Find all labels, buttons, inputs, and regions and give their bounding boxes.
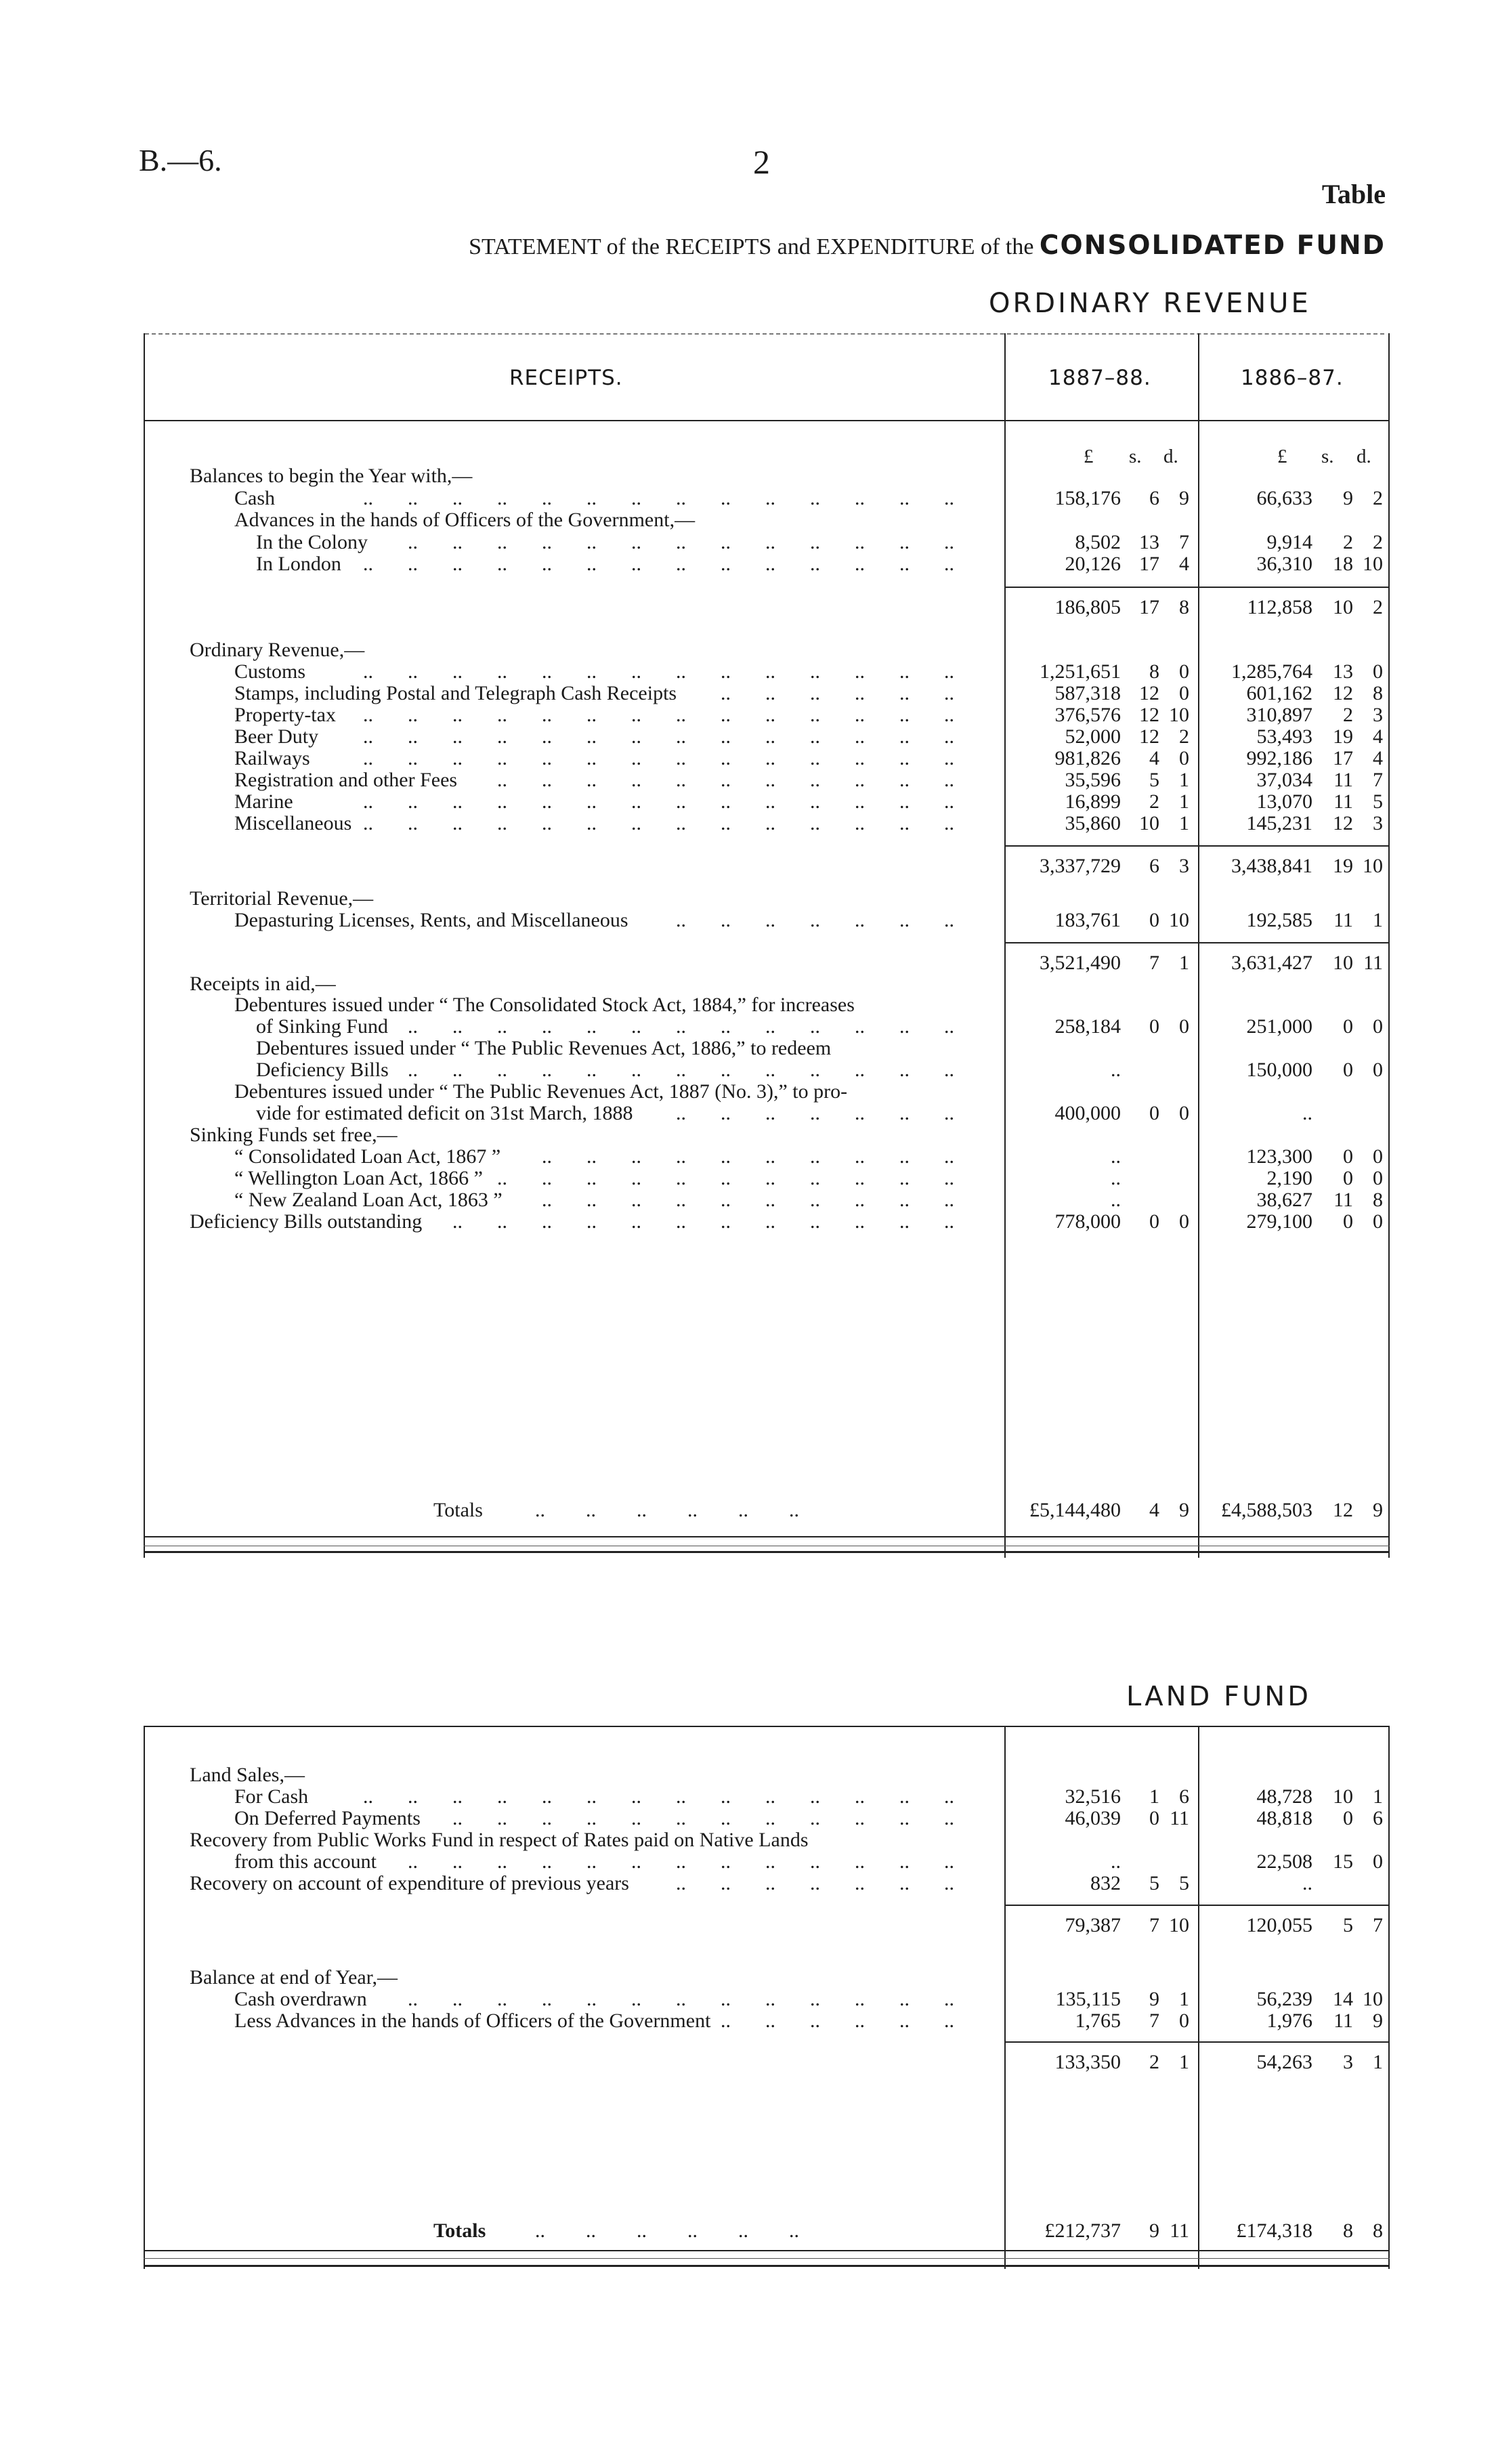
amount-1887-88-pounds: 158,176	[1054, 487, 1121, 509]
row-label: In the Colony	[256, 531, 368, 553]
amount-1887-88-pence: 10	[1169, 704, 1189, 726]
row-label: from this account	[234, 1850, 377, 1873]
amount-1886-87-pence: 0	[1373, 1850, 1383, 1873]
amount-1887-88-shillings: 2	[1149, 2051, 1159, 2073]
amount-1886-87-shillings: 5	[1343, 1914, 1353, 1936]
row-label: Sinking Funds set free,—	[190, 1124, 398, 1146]
leader-dots: .. .. .. .. .. ..	[535, 1499, 799, 1521]
amount-1886-87-pounds: 54,263	[1256, 2051, 1312, 2073]
totals-label: Totals	[433, 1499, 483, 1521]
amount-1886-87-pounds: 112,858	[1247, 596, 1312, 618]
amount-1887-88-pence: 1	[1179, 2051, 1189, 2073]
amount-1886-87-pence: 0	[1373, 1167, 1383, 1189]
amount-1887-88-shillings: 5	[1149, 769, 1159, 791]
amount-1887-88-pence: 2	[1179, 725, 1189, 748]
amount-1886-87-pounds: 251,000	[1246, 1015, 1312, 1038]
amount-1887-88-pounds: 133,350	[1054, 2051, 1121, 2073]
amount-1887-88-pence: 6	[1179, 1785, 1189, 1808]
amount-1887-88-shillings: 13	[1139, 531, 1159, 553]
table-row: In the Colony .. .. .. .. .. .. .. .. .. .. .. .. .. 8,502 13 7 9,914 2 2	[256, 531, 1383, 553]
row-label: Cash overdrawn	[234, 1988, 367, 2010]
amount-1886-87-pence: 0	[1373, 1145, 1383, 1168]
table-row: Miscellaneous .. .. .. .. .. .. .. .. .. .. .. .. .. .. 35,860 10 1 145,231 12 3	[234, 812, 1383, 834]
amount-1886-87-pounds: 145,231	[1246, 812, 1312, 834]
amount-1887-88-pounds: ..	[1111, 1059, 1121, 1081]
amount-1887-88-pounds: ..	[1111, 1850, 1121, 1873]
row-label: Debentures issued under “ The Public Revenues Act, 1887 (No. 3),” to pro-	[234, 1080, 848, 1103]
amount-1886-87-pounds: 13,070	[1256, 790, 1312, 813]
amount-1887-88-pounds: 258,184	[1054, 1015, 1121, 1038]
amount-1886-87-shillings: 0	[1343, 1145, 1353, 1168]
amount-1886-87-shillings: 19	[1333, 725, 1353, 748]
table-row: Depasturing Licenses, Rents, and Miscellaneous .. .. .. .. .. .. .. 183,761 0 10 192,585 11 1	[234, 909, 1383, 931]
amount-1887-88-shillings: 4	[1149, 747, 1159, 769]
row-label: Ordinary Revenue,—	[190, 639, 365, 661]
amount-1886-87-pence: 3	[1373, 812, 1383, 834]
row-label: Beer Duty	[234, 725, 319, 748]
amount-1887-88-pence: 8	[1179, 596, 1189, 618]
amount-1887-88-pounds: 400,000	[1054, 1102, 1121, 1124]
row-label: “ New Zealand Loan Act, 1863 ”	[234, 1189, 503, 1211]
subtotal-row	[0, 2051, 1496, 2074]
subtotal-rule	[1004, 1905, 1390, 1906]
amount-1887-88-pounds: 186,805	[1054, 596, 1121, 618]
row-label: Debentures issued under “ The Public Revenues Act, 1886,” to redeem	[256, 1037, 832, 1059]
column-header-1887-88: 1887–88.	[1048, 366, 1151, 390]
table-row: Customs .. .. .. .. .. .. .. .. .. .. .. .. .. .. 1,251,651 8 0 1,285,764 13 0	[234, 660, 1383, 683]
table-row: “ Consolidated Loan Act, 1867 ” .. .. .. .. .. .. .. .. .. .. .. 123,300 0 0	[234, 1145, 1383, 1168]
row-label: Cash	[234, 487, 275, 509]
amount-1886-87-pounds: 601,162	[1246, 682, 1312, 704]
amount-1886-87-pence: 0	[1373, 660, 1383, 683]
table-label: Table	[1321, 179, 1386, 209]
amount-1886-87-pounds: 56,239	[1256, 1988, 1312, 2010]
amount-1886-87-shillings: 10	[1333, 596, 1353, 618]
unit-pence-1886: d.	[1356, 446, 1371, 467]
leader-dots: .. .. .. .. .. ..	[535, 2219, 799, 2242]
amount-1886-87-pounds: 38,627	[1256, 1189, 1312, 1211]
amount-1886-87-pence: 11	[1363, 952, 1383, 974]
amount-1886-87-pence: 7	[1373, 1914, 1383, 1936]
amount-1886-87-pounds: 1,285,764	[1231, 660, 1312, 683]
amount-1887-88-pence: 1	[1179, 952, 1189, 974]
amount-1887-88-pounds: ..	[1111, 1189, 1121, 1211]
table-row	[0, 887, 1496, 910]
table-row: vide for estimated deficit on 31st March, 1888 .. .. .. .. .. .. .. 400,000 0 0 ..	[256, 1102, 1312, 1124]
amount-1886-87-pounds: 2,190	[1266, 1167, 1312, 1189]
amount-1887-88-shillings: 2	[1149, 790, 1159, 813]
statement-heading	[469, 230, 1386, 261]
column-header-receipts: RECEIPTS.	[509, 366, 623, 390]
amount-1886-87-pounds: ..	[1302, 1872, 1312, 1894]
amount-1886-87-pence: 9	[1373, 2010, 1383, 2032]
subtotal-row	[0, 1914, 1496, 1937]
amount-1887-88-pounds: 3,337,729	[1040, 855, 1121, 877]
row-label: Land Sales,—	[190, 1764, 305, 1786]
amount-1886-87-shillings: 17	[1333, 747, 1353, 769]
land-fund-title: LAND FUND	[1126, 1681, 1312, 1712]
row-label: vide for estimated deficit on 31st March, 1888	[256, 1102, 633, 1124]
unit-shilling-1887: s.	[1129, 446, 1142, 467]
amount-1887-88-pounds: 135,115	[1055, 1988, 1121, 2010]
amount-1886-87-shillings: 11	[1333, 769, 1353, 791]
row-label: Property-tax	[234, 704, 336, 726]
table-row	[0, 465, 1496, 488]
row-label: Marine	[234, 790, 293, 813]
amount-1886-87-shillings: 10	[1333, 1785, 1353, 1808]
amount-1886-87-pounds: 310,897	[1246, 704, 1312, 726]
amount-1887-88-shillings: 0	[1149, 1102, 1159, 1124]
row-label: Deficiency Bills outstanding	[190, 1210, 423, 1233]
table-row: Deficiency Bills .. .. .. .. .. .. .. .. .. .. .. .. .. .. 150,000 0 0	[256, 1059, 1383, 1081]
amount-1887-88-shillings: 12	[1139, 682, 1159, 704]
amount-1886-87-pence: 7	[1373, 769, 1383, 791]
amount-1887-88-pence: 7	[1179, 531, 1189, 553]
amount-1887-88-pence: 0	[1179, 2010, 1189, 2032]
amount-1887-88-pounds: 1,765	[1075, 2010, 1121, 2032]
amount-1886-87-pence: 0	[1373, 1015, 1383, 1038]
amount-1887-88-pounds: 46,039	[1065, 1807, 1121, 1829]
amount-1886-87-pence: 6	[1373, 1807, 1383, 1829]
totals-label: Totals	[433, 2219, 486, 2242]
table-row	[0, 994, 1496, 1017]
amount-1886-87-pence: 2	[1373, 531, 1383, 553]
table-row: Cash overdrawn .. .. .. .. .. .. .. .. .. .. .. .. .. 135,115 9 1 56,239 14 10	[234, 1988, 1383, 2010]
table-row: “ Wellington Loan Act, 1866 ” .. .. .. .. .. .. .. .. .. .. .. .. 2,190 0 0	[234, 1167, 1383, 1189]
amount-1886-87-pounds: 53,493	[1256, 725, 1312, 748]
document-code: B.—6.	[139, 143, 222, 177]
table-row: Beer Duty .. .. .. .. .. .. .. .. .. .. .. .. .. .. 52,000 12 2 53,493 19 4	[234, 725, 1383, 748]
amount-1886-87-pounds: 22,508	[1256, 1850, 1312, 1873]
amount-1886-87-shillings: 15	[1333, 1850, 1353, 1873]
statement-prefix: STATEMENT of the RECEIPTS and EXPENDITURE of the	[469, 234, 1034, 259]
amount-1887-88-pence: 0	[1179, 1015, 1189, 1038]
amount-1887-88-shillings: 0	[1149, 909, 1159, 931]
amount-1887-88-pounds: 587,318	[1054, 682, 1121, 704]
amount-1886-87-shillings: 11	[1333, 1189, 1353, 1211]
amount-1886-87-shillings: 11	[1333, 790, 1353, 813]
row-label: Advances in the hands of Officers of the Government,—	[234, 509, 696, 531]
total-1886-87-pence: 8	[1373, 2219, 1383, 2242]
amount-1887-88-shillings: 12	[1139, 725, 1159, 748]
amount-1886-87-shillings: 0	[1343, 1015, 1353, 1038]
table-row	[0, 1966, 1496, 1989]
amount-1887-88-pence: 1	[1179, 1988, 1189, 2010]
table-row: from this account .. .. .. .. .. .. .. .. .. .. .. .. .. .. 22,508 15 0	[234, 1850, 1383, 1873]
table-row: Cash .. .. .. .. .. .. .. .. .. .. .. .. .. .. 158,176 6 9 66,633 9 2	[234, 487, 1383, 509]
amount-1887-88-pounds: 832	[1090, 1872, 1121, 1894]
amount-1886-87-shillings: 0	[1343, 1210, 1353, 1233]
total-1887-88-pence: 11	[1170, 2219, 1189, 2242]
row-label: Depasturing Licenses, Rents, and Miscellaneous	[234, 909, 628, 931]
amount-1887-88-shillings: 0	[1149, 1210, 1159, 1233]
amount-1886-87-shillings: 10	[1333, 952, 1353, 974]
amount-1887-88-pounds: 35,860	[1065, 812, 1121, 834]
row-label: “ Wellington Loan Act, 1866 ”	[234, 1167, 483, 1189]
amount-1887-88-pence: 9	[1179, 487, 1189, 509]
amount-1887-88-shillings: 7	[1149, 2010, 1159, 2032]
row-label: of Sinking Fund	[256, 1015, 389, 1038]
table-row	[0, 1124, 1496, 1147]
amount-1887-88-shillings: 1	[1149, 1785, 1159, 1808]
table-row: In London .. .. .. .. .. .. .. .. .. .. .. .. .. .. 20,126 17 4 36,310 18 10	[256, 553, 1383, 575]
amount-1887-88-pence: 0	[1179, 1210, 1189, 1233]
total-1886-87-pence: 9	[1373, 1499, 1383, 1521]
amount-1887-88-shillings: 0	[1149, 1807, 1159, 1829]
row-label: For Cash	[234, 1785, 309, 1808]
row-label: Miscellaneous	[234, 812, 352, 834]
amount-1886-87-pence: 8	[1373, 1189, 1383, 1211]
amount-1887-88-shillings: 7	[1149, 952, 1159, 974]
amount-1887-88-shillings: 17	[1139, 596, 1159, 618]
row-label: Balances to begin the Year with,—	[190, 465, 473, 487]
amount-1887-88-pence: 0	[1179, 1102, 1189, 1124]
amount-1886-87-pounds: 37,034	[1256, 769, 1312, 791]
amount-1886-87-pounds: 992,186	[1246, 747, 1312, 769]
row-label: Recovery from Public Works Fund in respect of Rates paid on Native Lands	[190, 1829, 809, 1851]
table-row: Marine .. .. .. .. .. .. .. .. .. .. .. .. .. .. 16,899 2 1 13,070 11 5	[234, 790, 1383, 813]
amount-1887-88-pounds: 981,826	[1054, 747, 1121, 769]
amount-1887-88-pounds: 8,502	[1075, 531, 1121, 553]
row-label: In London	[256, 553, 341, 575]
total-1886-87-shillings: 12	[1333, 1499, 1353, 1521]
total-1886-87-pounds: £4,588,503	[1221, 1499, 1312, 1521]
unit-pence-1887: d.	[1163, 446, 1178, 467]
amount-1886-87-pounds: 36,310	[1256, 553, 1312, 575]
amount-1886-87-pounds: 123,300	[1246, 1145, 1312, 1168]
amount-1887-88-pounds: 35,596	[1065, 769, 1121, 791]
amount-1886-87-pounds: 3,438,841	[1231, 855, 1312, 877]
amount-1887-88-pounds: ..	[1111, 1167, 1121, 1189]
row-label: Deficiency Bills	[256, 1059, 389, 1081]
table-row: Property-tax .. .. .. .. .. .. .. .. .. .. .. .. .. .. 376,576 12 10 310,897 2 3	[234, 704, 1383, 726]
amount-1886-87-shillings: 2	[1343, 704, 1353, 726]
total-1887-88-shillings: 9	[1149, 2219, 1159, 2242]
amount-1886-87-pounds: 3,631,427	[1231, 952, 1312, 974]
amount-1887-88-shillings: 10	[1139, 812, 1159, 834]
amount-1887-88-pence: 10	[1169, 1914, 1189, 1936]
table-row: Recovery on account of expenditure of previous years .. .. .. .. .. .. .. 832 5 5 ..	[190, 1872, 1312, 1894]
table-row: Less Advances in the hands of Officers of the Government .. .. .. .. .. .. 1,765 7 0 1,976 11 9	[234, 2010, 1383, 2032]
row-label: “ Consolidated Loan Act, 1867 ”	[234, 1145, 501, 1168]
amount-1886-87-pence: 2	[1373, 487, 1383, 509]
table-row	[0, 639, 1496, 662]
amount-1887-88-pounds: ..	[1111, 1145, 1121, 1168]
amount-1887-88-pounds: 20,126	[1065, 553, 1121, 575]
ordinary-revenue-title: ORDINARY REVENUE	[989, 288, 1311, 319]
amount-1886-87-pounds: 1,976	[1266, 2010, 1312, 2032]
amount-1887-88-pence: 0	[1179, 682, 1189, 704]
amount-1887-88-shillings: 7	[1149, 1914, 1159, 1936]
amount-1886-87-pounds: 150,000	[1246, 1059, 1312, 1081]
amount-1887-88-shillings: 12	[1139, 704, 1159, 726]
totals-row	[0, 2219, 1496, 2243]
amount-1886-87-pounds: 66,633	[1256, 487, 1312, 509]
table-row: Stamps, including Postal and Telegraph Cash Receipts .. .. .. .. .. .. 587,318 12 0 601,162 12 8	[234, 682, 1383, 704]
amount-1886-87-shillings: 18	[1333, 553, 1353, 575]
amount-1886-87-pence: 10	[1363, 1988, 1383, 2010]
table-row: Registration and other Fees .. .. .. .. .. .. .. .. .. .. .. 35,596 5 1 37,034 11 7	[234, 769, 1383, 791]
row-label: Balance at end of Year,—	[190, 1966, 398, 1989]
table-row: On Deferred Payments .. .. .. .. .. .. .. .. .. .. .. .. 46,039 0 11 48,818 0 6	[234, 1807, 1383, 1829]
amount-1886-87-shillings: 0	[1343, 1059, 1353, 1081]
table-row	[0, 1764, 1496, 1787]
amount-1886-87-shillings: 12	[1333, 812, 1353, 834]
amount-1887-88-pounds: 1,251,651	[1040, 660, 1121, 683]
amount-1887-88-pence: 5	[1179, 1872, 1189, 1894]
amount-1886-87-pence: 2	[1373, 596, 1383, 618]
amount-1886-87-shillings: 2	[1343, 531, 1353, 553]
table-row: “ New Zealand Loan Act, 1863 ” .. .. .. .. .. .. .. .. .. .. .. 38,627 11 8	[234, 1189, 1383, 1211]
table-row: of Sinking Fund .. .. .. .. .. .. .. .. .. .. .. .. .. 258,184 0 0 251,000 0 0	[256, 1015, 1383, 1038]
amount-1886-87-shillings: 0	[1343, 1167, 1353, 1189]
table-row: For Cash .. .. .. .. .. .. .. .. .. .. .. .. .. .. 32,516 1 6 48,728 10 1	[234, 1785, 1383, 1808]
amount-1887-88-shillings: 17	[1139, 553, 1159, 575]
table-row: Deficiency Bills outstanding .. .. .. .. .. .. .. .. .. .. .. .. 778,000 0 0 279,100 0 0	[190, 1210, 1383, 1233]
amount-1886-87-shillings: 11	[1333, 909, 1353, 931]
amount-1886-87-shillings: 9	[1343, 487, 1353, 509]
row-label: Less Advances in the hands of Officers of the Government	[234, 2010, 711, 2032]
amount-1886-87-pounds: 9,914	[1266, 531, 1312, 553]
table-row	[0, 1037, 1496, 1060]
column-header-1886-87: 1886–87.	[1241, 366, 1344, 390]
total-1887-88-pounds: £5,144,480	[1029, 1499, 1121, 1521]
statement-fund-name: CONSOLIDATED FUND	[1039, 230, 1386, 261]
subtotal-rule	[1004, 2041, 1390, 2043]
amount-1886-87-shillings: 13	[1333, 660, 1353, 683]
amount-1887-88-pence: 3	[1179, 855, 1189, 877]
total-1886-87-pounds: £174,318	[1236, 2219, 1312, 2242]
table-row	[0, 509, 1496, 532]
amount-1886-87-pence: 1	[1373, 909, 1383, 931]
amount-1886-87-pence: 4	[1373, 725, 1383, 748]
row-label: Debentures issued under “ The Consolidated Stock Act, 1884,” for increases	[234, 994, 855, 1016]
amount-1887-88-shillings: 6	[1149, 487, 1159, 509]
amount-1886-87-pence: 1	[1373, 2051, 1383, 2073]
amount-1887-88-pence: 1	[1179, 769, 1189, 791]
table-row	[0, 1080, 1496, 1103]
amount-1886-87-shillings: 11	[1333, 2010, 1353, 2032]
amount-1886-87-pence: 5	[1373, 790, 1383, 813]
amount-1886-87-shillings: 12	[1333, 682, 1353, 704]
subtotal-rule	[1004, 587, 1390, 588]
row-label: Customs	[234, 660, 306, 683]
amount-1887-88-pence: 0	[1179, 660, 1189, 683]
table-row: Railways .. .. .. .. .. .. .. .. .. .. .. .. .. .. 981,826 4 0 992,186 17 4	[234, 747, 1383, 769]
amount-1887-88-pence: 4	[1179, 553, 1189, 575]
amount-1887-88-pence: 1	[1179, 812, 1189, 834]
amount-1887-88-pence: 11	[1170, 1807, 1189, 1829]
amount-1886-87-pence: 1	[1373, 1785, 1383, 1808]
amount-1886-87-pounds: 279,100	[1246, 1210, 1312, 1233]
amount-1887-88-pence: 1	[1179, 790, 1189, 813]
amount-1887-88-shillings: 9	[1149, 1988, 1159, 2010]
total-1887-88-shillings: 4	[1149, 1499, 1159, 1521]
row-label: Recovery on account of expenditure of previous years	[190, 1872, 629, 1894]
page-number: 2	[753, 143, 770, 181]
amount-1887-88-shillings: 6	[1149, 855, 1159, 877]
subtotal-row	[0, 855, 1496, 878]
amount-1887-88-pence: 0	[1179, 747, 1189, 769]
row-label: Receipts in aid,—	[190, 973, 336, 995]
amount-1886-87-shillings: 0	[1343, 1807, 1353, 1829]
amount-1886-87-pence: 0	[1373, 1210, 1383, 1233]
amount-1886-87-shillings: 14	[1333, 1988, 1353, 2010]
subtotal-row	[0, 952, 1496, 975]
subtotal-row	[0, 596, 1496, 619]
amount-1887-88-pounds: 3,521,490	[1040, 952, 1121, 974]
row-label: Stamps, including Postal and Telegraph Cash Receipts	[234, 682, 677, 704]
row-label: Railways	[234, 747, 310, 769]
total-1886-87-shillings: 8	[1343, 2219, 1353, 2242]
amount-1887-88-pounds: 16,899	[1065, 790, 1121, 813]
amount-1886-87-pence: 10	[1363, 553, 1383, 575]
table-row	[0, 1829, 1496, 1852]
amount-1886-87-pounds: 120,055	[1246, 1914, 1312, 1936]
unit-pound-1887: £	[1084, 446, 1094, 467]
amount-1886-87-pence: 4	[1373, 747, 1383, 769]
amount-1887-88-pounds: 778,000	[1054, 1210, 1121, 1233]
unit-pound-1886: £	[1277, 446, 1287, 467]
table-row	[0, 973, 1496, 996]
amount-1886-87-shillings: 19	[1333, 855, 1353, 877]
unit-shilling-1886: s.	[1321, 446, 1334, 467]
row-label: Territorial Revenue,—	[190, 887, 374, 910]
amount-1886-87-pounds: 192,585	[1246, 909, 1312, 931]
amount-1887-88-pounds: 32,516	[1065, 1785, 1121, 1808]
total-1887-88-pence: 9	[1179, 1499, 1189, 1521]
subtotal-rule	[1004, 845, 1390, 847]
row-label: Registration and other Fees	[234, 769, 458, 791]
total-1887-88-pounds: £212,737	[1044, 2219, 1121, 2242]
amount-1886-87-pence: 10	[1363, 855, 1383, 877]
totals-row	[0, 1499, 1496, 1522]
amount-1886-87-pence: 0	[1373, 1059, 1383, 1081]
amount-1887-88-pounds: 79,387	[1065, 1914, 1121, 1936]
amount-1887-88-shillings: 5	[1149, 1872, 1159, 1894]
amount-1886-87-pounds: ..	[1302, 1102, 1312, 1124]
amount-1887-88-pounds: 52,000	[1065, 725, 1121, 748]
amount-1887-88-pounds: 376,576	[1054, 704, 1121, 726]
subtotal-rule	[1004, 942, 1390, 943]
amount-1886-87-shillings: 3	[1343, 2051, 1353, 2073]
amount-1887-88-pence: 10	[1169, 909, 1189, 931]
amount-1887-88-shillings: 8	[1149, 660, 1159, 683]
amount-1886-87-pounds: 48,818	[1256, 1807, 1312, 1829]
amount-1886-87-pence: 3	[1373, 704, 1383, 726]
amount-1887-88-pounds: 183,761	[1054, 909, 1121, 931]
amount-1887-88-shillings: 0	[1149, 1015, 1159, 1038]
amount-1886-87-pence: 8	[1373, 682, 1383, 704]
amount-1886-87-pounds: 48,728	[1256, 1785, 1312, 1808]
row-label: On Deferred Payments	[234, 1807, 421, 1829]
